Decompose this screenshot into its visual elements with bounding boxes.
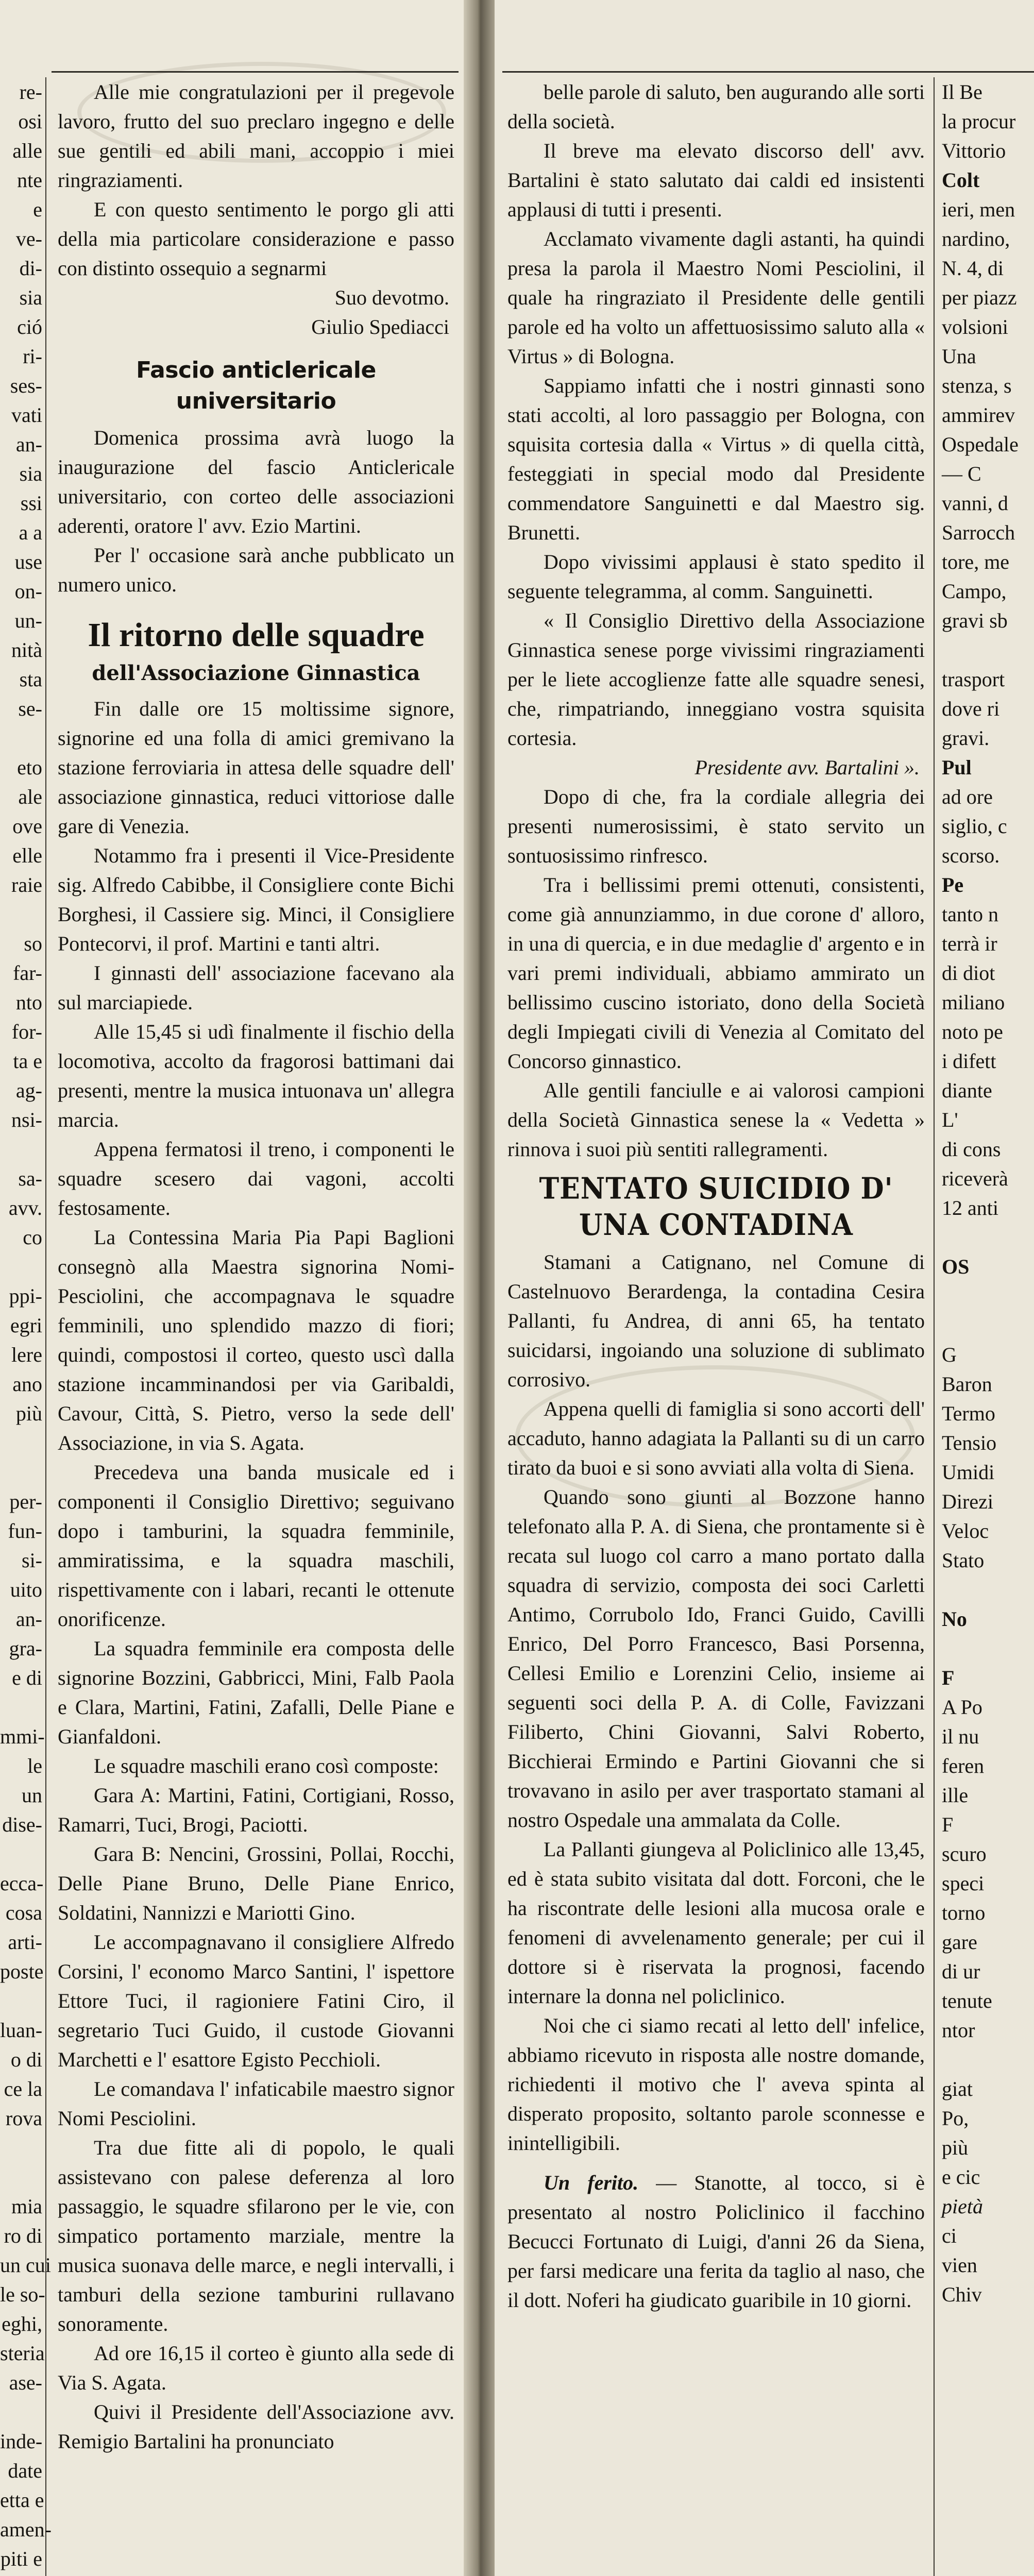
edge-fragment: Sarrocch [942,521,1015,544]
edge-fragment: se- [18,697,42,720]
ritorno-paragraph: Il breve ma elevato discorso dell' avv. Bartalini è stato salutato dai caldi ed insistenti applausi di tutti i presenti. [507,139,925,221]
edge-fragment: Il Be [942,80,982,104]
ritorno-continued-paragraphs [507,77,925,753]
edge-fragment [0,723,45,753]
edge-fragment: gravi. [942,726,990,750]
edge-fragment [942,635,1034,665]
edge-fragment: ad ore [942,785,993,808]
edge-fragment: amen- [0,2518,52,2541]
ritorno-paragraph: Quivi il Presidente dell'Associazione avv. Remigio Bartalini ha pronunciato [58,2400,454,2453]
edge-fragment: ssi [20,492,42,515]
edge-fragment: tanto n [942,903,998,926]
edge-fragment: scuro [942,1842,987,1866]
edge-fragment [0,900,45,929]
edge-fragment: Stato [942,1549,985,1572]
edge-fragment: Chiv [942,2283,982,2306]
edge-fragment: on- [14,580,42,603]
edge-fragment: Tensio [942,1431,997,1454]
ritorno-paragraph: Gara B: Nencini, Grossini, Pollai, Rocchi, Delle Piane Bruno, Delle Piane Enrico, Soldatini, Nannizzi e Mariotti Gino. [58,1842,454,1924]
ritorno-paragraph: belle parole di saluto, ben augurando alle sorti della società. [507,80,925,133]
edge-fragment: siglio, c [942,815,1007,838]
ritorno-paragraph: Fin dalle ore 15 moltissime signore, signorine ed una folla di amici gremivano la stazione ferroviaria in attesa delle squadre dell' associazione ginnastica, reduci vittoriose dalle gare di Venezia. [58,697,454,838]
ritorno-paragraph: Le comandava l' infaticabile maestro signor Nomi Pesciolini. [58,2077,454,2130]
right-article-column [507,77,925,2315]
ferito-text: — Stanotte, al tocco, si è presentato al nostro Policlinico il facchino Becucci Fortunato di Luigi, d'anni 26 da Siena, per farsi medicare una ferita da taglio al naso, che il dott. Noferi ha giudicato guaribile in 10 giorni. [507,2171,925,2312]
edge-fragment: ecca- [0,1872,44,1895]
edge-fragment: i difett [942,1049,996,1073]
ferito-runin: Un ferito. [544,2171,639,2194]
edge-fragment: eto [17,756,42,779]
edge-fragment: Colt [942,168,980,192]
ritorno-paragraph: Le accompagnavano il consigliere Alfredo Corsini, l' economo Marco Santini, l' ispettore Ettore Tuci, il ragioniere Fatini Ciro, il segretario Tuci Guido, il custode Giovanni Marchetti e l' esattore Egisto Pecchioli. [58,1930,454,2071]
edge-fragment: un [22,1784,42,1807]
edge-fragment [0,1839,45,1869]
ritorno-paragraph: Gara A: Martini, Fatini, Cortigiani, Rosso, Ramarri, Tuci, Brogi, Paciotti. [58,1784,454,1836]
edge-fragment: steria [0,2342,45,2365]
edge-fragment: gravi sb [942,609,1008,632]
ritorno-paragraph: Alle gentili fanciulle e ai valorosi campioni della Società Ginnastica senese la « Vedetta » rinnova i suoi più sentiti rallegramenti. [507,1079,925,1161]
edge-fragment: A Po [942,1696,982,1719]
edge-fragment: — C [942,462,981,485]
ritorno-paragraph: Le squadre maschili erano così composte: [94,1754,439,1777]
edge-fragment: terrà ir [942,932,997,955]
edge-fragment: an- [15,433,42,456]
suicidio-paragraphs [507,1247,925,2158]
edge-fragment: Pe [942,873,964,896]
edge-fragment: arti- [8,1930,42,1954]
edge-fragment: re- [19,80,42,104]
edge-fragment [0,1252,45,1281]
edge-fragment: Vittorio [942,139,1006,162]
edge-fragment: e [33,198,42,221]
edge-fragment: le so- [0,2283,45,2306]
edge-fragment: Termo [942,1402,995,1425]
letter-paragraph: Alle mie congratulazioni per il pregevole lavoro, frutto del suo preclaro ingegno e delle sue gentili ed abili mani, accoppio i miei ringraziamenti. [58,80,454,192]
edge-fragment: nte [17,168,42,192]
edge-fragment: L' [942,1108,958,1131]
edge-fragment: lere [11,1343,42,1366]
edge-fragment: tore, me [942,550,1010,573]
edge-fragment: speci [942,1872,985,1895]
edge-fragment [0,2133,45,2162]
edge-fragment: per- [9,1490,42,1513]
fascio-paragraph: Per l' occasione sarà anche pubblicato un numero unico. [58,544,454,596]
edge-fragment: miliano [942,991,1005,1014]
ritorno-paragraph: Appena fermatosi il treno, i componenti le squadre scesero dai vagoni, accolti festosamente. [58,1138,454,1219]
edge-fragment: ci [942,2224,957,2247]
edge-fragment [942,1634,1034,1663]
suicidio-headline: TENTATO SUICIDIO D' UNA CONTADINA [539,1171,893,1243]
edge-fragment: ale [18,785,42,808]
edge-fragment [942,2045,1034,2074]
edge-fragment: ce la [4,2077,42,2100]
edge-fragment: un- [14,609,42,632]
edge-fragment: an- [15,1607,42,1631]
edge-fragment: co [23,1226,42,1249]
letter-paragraph: E con questo sentimento le porgo gli atti della mia particolare considerazione e passo con distinto ossequio a segnarmi [58,198,454,280]
edge-fragment [942,1223,1034,1252]
ritorno-paragraph: Dopo di che, fra la cordiale allegria dei presenti numerosissimi, è stato servito un sontuosissimo rinfresco. [507,785,925,867]
edge-fragment: vati [11,403,42,427]
ferito-paragraph [507,2168,925,2315]
edge-fragment [0,1134,45,1164]
edge-fragment: ieri, men [942,198,1015,221]
edge-fragment: si- [22,1549,42,1572]
ritorno-paragraph: Sappiamo infatti che i nostri ginnasti sono stati accolti, al loro passaggio per Bologna, con squisita cortesia dalla « Virtus » di quella città, festeggiati in special modo dal Presidente commendatore Sanguinetti e dal Maestro sig. Brunetti. [507,374,925,544]
edge-fragment: F [942,1666,955,1689]
edge-fragment: Una [942,345,976,368]
ritorno-headline: Il ritorno delle squadre [88,616,425,654]
edge-fragment [942,1311,1034,1340]
edge-fragment: luan- [0,2019,43,2042]
edge-fragment: e cic [942,2165,980,2189]
edge-fragment: sa- [18,1167,42,1190]
edge-fragment: use [14,550,42,573]
edge-fragment: sia [19,462,42,485]
letter-signoff: Suo devotmo. [334,286,449,309]
edge-fragment: poste [0,1960,44,1983]
ritorno-paragraph: Tra due fitte ali di popolo, le quali assistevano con palese deferenza al loro passaggio, le squadre sfilarono per le vie, con simpatico portamento marziale, mentre la musica suonava delle marce, e negli intervalli, i tamburi della sezione tamburini rullavano sonoramente. [58,2136,454,2335]
edge-fragment: egri [10,1314,42,1337]
edge-fragment: mia [11,2195,42,2218]
edge-fragment: gare [942,1930,977,1954]
edge-fragment: inde- [0,2430,43,2453]
edge-fragment: gra- [9,1637,42,1660]
ritorno-continued-paragraphs-2 [507,782,925,1164]
edge-fragment: dove ri [942,697,1000,720]
edge-fragment: nto [15,991,42,1014]
edge-fragment: nardino, [942,227,1010,250]
top-rule-right [502,71,1034,73]
book-gutter [464,0,495,2576]
fascio-paragraphs [58,423,454,599]
edge-fragment [0,1428,45,1458]
letter-signature: Giulio Spediacci [311,315,449,338]
edge-fragment: ammirev [942,403,1015,427]
ritorno-paragraph: Precedeva una banda musicale ed i componenti il Consiglio Direttivo; seguivano dopo i tamburini, la squadra femminile, ammiratissima, e la squadra maschili, rispettivamente con i labari, recanti le ottenute onorificenze. [58,1461,454,1631]
edge-fragment: ove [12,815,42,838]
ritorno-subheadline: dell'Associazione Ginnastica [92,661,420,685]
edge-fragment [0,1458,45,1487]
edge-fragment: ase- [9,2371,42,2394]
edge-fragment: No [942,1607,967,1631]
ritorno-paragraph: I ginnasti dell' associazione facevano ala sul marciapiede. [58,961,454,1014]
ritorno-paragraphs [58,694,454,2456]
edge-fragment: uito [10,1578,42,1601]
edge-fragment: per piazz [942,286,1017,309]
edge-fragment: alle [12,139,42,162]
edge-fragment: mmi- [0,1725,45,1748]
edge-fragment: feren [942,1754,985,1777]
edge-fragment: noto pe [942,1020,1003,1043]
fascio-paragraph: Domenica prossima avrà luogo la inaugurazione del fascio Anticlericale universitario, con corteo delle associazioni aderenti, oratore l' avv. Ezio Martini. [58,426,454,537]
edge-fragment: F [942,1813,954,1836]
edge-fragment: raie [11,873,42,896]
edge-fragment [0,2397,45,2427]
edge-fragment: stenza, s [942,374,1012,397]
edge-fragment: scorso. [942,844,1000,867]
ritorno-paragraph: Ad ore 16,15 il corteo è giunto alla sede di Via S. Agata. [58,2342,454,2394]
edge-fragment: ció [17,315,42,338]
edge-fragment: Pul [942,756,972,779]
edge-fragment: piti e [0,2547,42,2570]
edge-fragment: trasport [942,668,1005,691]
edge-fragment: giat [942,2077,973,2100]
suicidio-paragraph: Appena quelli di famiglia si sono accorti dell' accaduto, hanno adagiata la Pallanti su di un carro tirato da buoi e si sono avviati alla volta di Siena. [507,1397,925,1479]
edge-fragment: vanni, d [942,492,1008,515]
edge-fragment: a a [19,521,42,544]
edge-fragment: N. 4, di [942,257,1004,280]
suicidio-paragraph: Stamani a Catignano, nel Comune di Castelnuovo Berardenga, la contadina Cesira Pallanti, fu Andrea, di anni 65, ha tentato suicidarsi, ingoiando una soluzione di sublimato corrosivo. [507,1250,925,1391]
edge-fragment: dise- [2,1813,42,1836]
fascio-headline: Fascio anticlericale universitario [136,357,376,414]
edge-fragment: torno [942,1901,986,1924]
edge-fragment: il nu [942,1725,979,1748]
edge-fragment: rova [5,2107,42,2130]
edge-fragment: più [942,2136,969,2159]
edge-fragment [0,1986,45,2015]
edge-fragment: di diot [942,961,995,985]
edge-fragment [0,1692,45,1722]
edge-fragment: ille [942,1784,969,1807]
edge-fragment: ag- [15,1079,42,1102]
edge-fragment: G [942,1343,957,1366]
edge-fragment: Direzi [942,1490,993,1513]
edge-fragment: Veloc [942,1519,989,1543]
right-edge-column [934,77,1034,2576]
ritorno-paragraph: Dopo vivissimi applausi è stato spedito il seguente telegramma, al comm. Sanguinetti. [507,550,925,603]
ritorno-paragraph: La squadra femminile era composta delle signorine Bozzini, Gabbricci, Mini, Falb Paola e Clara, Martini, Fatini, Zafalli, Delle Piane e Gianfaldoni. [58,1637,454,1748]
edge-fragment [942,1281,1034,1311]
edge-fragment: di- [19,257,42,280]
edge-fragment: Ospedale [942,433,1019,456]
edge-fragment: e di [12,1666,42,1689]
edge-fragment: so [24,932,42,955]
edge-fragment: di ur [942,1960,980,1983]
ritorno-paragraph: « Il Consiglio Direttivo della Associazione Ginnastica senese porge vivissimi ringraziamenti per le liete accoglienze fatte alle squadre senesi, che, rimpatriando, inneggiano vostra squisita cortesia. [507,609,925,750]
letter-paragraphs [58,77,454,283]
edge-fragment: nità [11,638,42,662]
top-rule-left [52,71,459,73]
edge-fragment: sia [19,286,42,309]
edge-fragment: etta e [0,2488,44,2512]
left-article-column [58,77,454,2456]
edge-fragment: sta [19,668,42,691]
ritorno-paragraph: Acclamato vivamente dagli astanti, ha quindi presa la parola il Maestro Nomi Pesciolini, il quale ha ringraziato il Presidente delle gentili parole ed ha volto un affettuosissimo saluto alla « Virtus » di Bologna. [507,227,925,368]
ritorno-paragraph: Alle 15,45 si udì finalmente il fischio della locomotiva, accolto da fragorosi battimani dai presenti, mentre la musica intuonava un' allegra marcia. [58,1020,454,1131]
ritorno-paragraph: Notammo fra i presenti il Vice-Presidente sig. Alfredo Cabibbe, il Consigliere conte Bichi Borghesi, il Cassiere sig. Minci, il Consigliere Pontecorvi, il prof. Martini e tanti altri. [58,844,454,955]
edge-fragment: Baron [942,1372,992,1396]
edge-fragment: pietà [942,2195,983,2218]
edge-fragment: le [27,1754,42,1777]
edge-fragment: osi [18,110,42,133]
suicidio-paragraph: Quando sono giunti al Bozzone hanno telefonato alla P. A. di Siena, che prontamente si è recata sul luogo col carro a mano portato dalla squadra di servizio, composta dei soci Carletti Antimo, Corrubolo Ido, Franci Guido, Cavilli Enrico, Del Porro Francesco, Basi Porsenna, Cellesi Emilio e Lorenzini Celio, insieme ai seguenti soci della P. A. di Colle, Favizzani Filiberto, Chini Giovanni, Salvi Roberto, Bicchierai Ermindo e Partini Giovanni che si trovavano in asilo per aver trasportato stamani al nostro Ospedale una ammalata da Colle. [507,1485,925,1832]
ritorno-paragraph: La Contessina Maria Pia Papi Baglioni consegnò alla Maestra signorina Nomi-Pesciolini, che accompagnava le squadre femminili, uno splendido mazzo di fiori; quindi, compostosi il corteo, questo uscì dalla stazione incamminandosi per via Garibaldi, Cavour, Città, S. Pietro, verso la sede dell' Associazione, in via S. Agata. [58,1226,454,1454]
edge-fragment: eghi, [2,2312,42,2335]
edge-fragment: fun- [8,1519,42,1543]
edge-fragment: di cons [942,1138,1001,1161]
edge-fragment: riceverà [942,1167,1008,1190]
edge-fragment: più [15,1402,42,1425]
edge-fragment: ano [12,1372,42,1396]
edge-fragment: volsioni [942,315,1008,338]
edge-fragment: 12 anti [942,1196,998,1219]
edge-fragment: la procur [942,110,1016,133]
ritorno-paragraph: Tra i bellissimi premi ottenuti, consistenti, come già annunziammo, in due corone d' alloro, in una di quercia, e in due medaglie d' argento e in vari premi individuali, abbiamo ammirato un bellissimo cuscino istoriato, dono della Società degli Impiegati civili di Venezia al Comitato del Concorso ginnastico. [507,873,925,1073]
edge-fragment: vien [942,2253,977,2277]
edge-fragment: ppi- [9,1284,42,1308]
left-edge-column [0,77,52,2576]
edge-fragment: ta e [13,1049,42,1073]
edge-fragment: Campo, [942,580,1007,603]
edge-fragment: ri- [23,345,42,368]
edge-fragment: OS [942,1255,970,1278]
edge-fragment: o di [10,2048,42,2071]
edge-fragment: far- [13,961,42,985]
edge-fragment: ro di [4,2224,42,2247]
edge-fragment: Umidi [942,1461,995,1484]
edge-fragment [0,2162,45,2192]
edge-fragment: cosa [5,1901,42,1924]
suicidio-paragraph: La Pallanti giungeva al Policlinico alle 13,45, ed è stata subito visitata dal dott. Forconi, che le ha riscontrate delle lesioni alla mucosa orale e fenomeni di avvelenamento generale; per cui il dottore si è riservata la prognosi, facendo internare la donna nel policlinico. [507,1838,925,2008]
edge-fragment: nsi- [11,1108,42,1131]
edge-fragment: for- [11,1020,42,1043]
edge-fragment: ses- [10,374,42,397]
edge-fragment: tenute [942,1989,992,2012]
telegram-signature: Presidente avv. Bartalini ». [694,756,920,779]
edge-fragment [942,1575,1034,1604]
edge-fragment: ve- [15,227,42,250]
edge-fragment: ntor [942,2019,975,2042]
edge-fragment: elle [12,844,42,867]
edge-fragment: Po, [942,2107,969,2130]
suicidio-paragraph: Noi che ci siamo recati al letto dell' infelice, abbiamo ricevuto in risposta alle nostre domande, richiedenti il motivo che l' aveva spinta al disperato proposito, soltanto parole sconnesse e inintelligibili. [507,2014,925,2155]
edge-fragment: un cui [0,2253,51,2277]
edge-fragment: avv. [8,1196,42,1219]
edge-fragment: diante [942,1079,992,1102]
edge-fragment: date [8,2459,42,2482]
